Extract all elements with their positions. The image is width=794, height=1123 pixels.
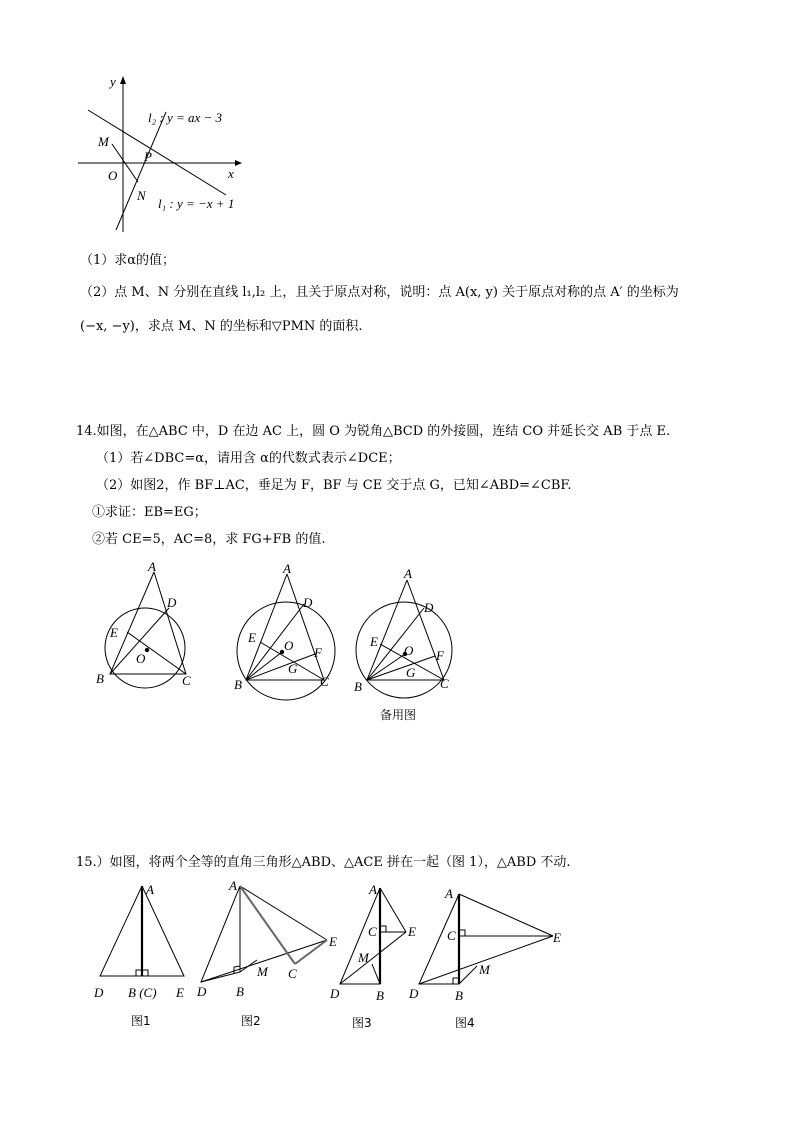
label-f: F [314, 645, 322, 660]
label-d: D [94, 985, 104, 1000]
q14-figure-2 [228, 562, 348, 692]
q13-part2-line2: (−x, −y)，求点 M、N 的坐标和▽PMN 的面积. [80, 319, 363, 334]
label-b: B [236, 984, 244, 999]
label-e: E [553, 930, 561, 945]
q14-sub2: （2）如图2，作 BF⊥AC，垂足为 F，BF 与 CE 交于点 G，已知∠ABD=∠CBF. [96, 478, 572, 493]
q13-part2-line1: （2）点 M、N 分别在直线 l₁,l₂ 上，且关于原点对称，说明：点 A(x, y) 关于原点对称的点 A′ 的坐标为 [80, 285, 679, 300]
label-a: A [445, 886, 453, 901]
label-b: B [96, 671, 104, 686]
segment-de [340, 932, 406, 984]
label-e: E [408, 924, 416, 939]
segment-bm [372, 964, 380, 984]
segment-bf [367, 656, 435, 680]
label-m: M [98, 134, 109, 149]
x-axis-arrow [235, 160, 242, 166]
triangle-abc [110, 572, 186, 674]
label-o: O [284, 638, 294, 653]
label-n: N [137, 188, 146, 203]
label-a: A [404, 566, 412, 581]
label-l1: l₁ : y = −x + 1 [158, 196, 235, 211]
q15-stem: 15.）如图，将两个全等的直角三角形△ABD、△ACE 拼在一起（图 1），△ABD 不动. [76, 855, 571, 870]
label-d: D [330, 986, 340, 1001]
label-l2: l₂ : y = ax − 3 [148, 110, 223, 125]
q15-caption-2: 图2 [241, 1014, 261, 1028]
label-m: M [257, 964, 268, 979]
label-c: C [368, 924, 377, 939]
label-b: B [376, 988, 384, 1003]
label-c: C [320, 674, 329, 689]
label-bc: B (C) [128, 985, 157, 1000]
label-e: E [370, 634, 378, 649]
label-g: G [406, 665, 416, 680]
label-d: D [303, 595, 313, 610]
label-a: A [283, 561, 291, 576]
q15-caption-3: 图3 [352, 1016, 372, 1030]
q13-part1: （1）求α的值； [80, 253, 176, 268]
q14-sub1: （1）若∠DBC=α，请用含 α的代数式表示∠DCE； [96, 451, 401, 466]
label-d: D [409, 986, 419, 1001]
label-e: E [110, 625, 118, 640]
label-o: O [136, 651, 146, 666]
q14-spare-caption: 备用图 [380, 708, 417, 722]
label-a: A [369, 882, 377, 897]
label-a: A [229, 878, 237, 893]
label-d: D [167, 595, 177, 610]
label-m: M [479, 962, 490, 977]
q14-stem: 14.如图，在△ABC 中，D 在边 AC 上，圆 O 为锐角△BCD 的外接圆，连结 CO 并延长交 AB 于点 E. [76, 424, 671, 439]
label-b: B [354, 679, 362, 694]
label-a: A [148, 559, 156, 574]
q15-figure-4 [405, 880, 565, 1002]
label-e: E [329, 934, 337, 949]
segment-ce [295, 940, 327, 964]
q15-caption-1: 图1 [131, 1014, 151, 1028]
q14-figure-spare [350, 566, 470, 696]
label-c: C [447, 928, 456, 943]
y-axis-arrow [120, 76, 126, 84]
label-d: D [197, 984, 207, 999]
q14-item2: ②若 CE=5，AC=8，求 FG+FB 的值. [92, 532, 326, 547]
segment-ac [240, 886, 295, 964]
label-c: C [288, 966, 297, 981]
label-c: C [440, 676, 449, 691]
label-e: E [248, 630, 256, 645]
label-m: M [358, 950, 369, 965]
segment-bm [240, 960, 257, 972]
label-f: F [436, 648, 444, 663]
label-b: B [455, 988, 463, 1003]
label-b: B [234, 677, 242, 692]
label-a: A [146, 882, 154, 897]
label-p: P [144, 149, 152, 164]
q14-figure-1 [90, 560, 210, 690]
label-y: y [110, 74, 116, 89]
segment-ae [459, 894, 553, 936]
label-d: D [424, 600, 434, 615]
label-g: G [288, 661, 298, 676]
q14-item1: ①求证：EB=EG； [92, 505, 207, 520]
q13-coordinate-graph [70, 70, 250, 240]
label-c: C [182, 673, 191, 688]
label-o: O [404, 643, 414, 658]
label-o: O [108, 168, 118, 183]
label-e: E [176, 985, 184, 1000]
segment-ae [380, 888, 406, 932]
q15-caption-4: 图4 [455, 1016, 475, 1030]
label-x: x [228, 166, 234, 181]
q15-figure-1 [90, 880, 200, 1000]
circle-o [105, 608, 185, 688]
point-o [145, 648, 149, 652]
q15-figure-2 [195, 878, 345, 1000]
segment-ae [240, 886, 327, 940]
